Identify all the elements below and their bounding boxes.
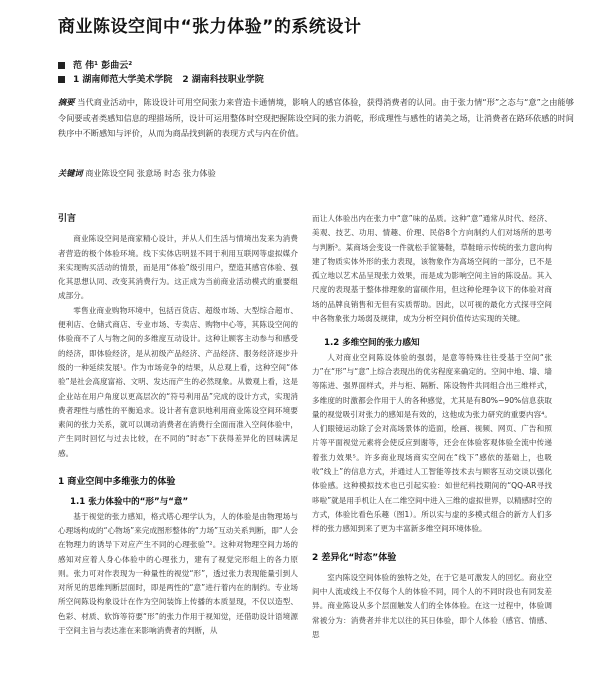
section-1-1-heading: 1.1 张力体验中的“形”与“意” xyxy=(70,497,189,508)
keywords-label: 关键词 xyxy=(58,168,83,178)
abstract xyxy=(58,95,574,142)
square-bullet-icon xyxy=(58,62,65,69)
paragraph: 而让人体验出内在张力中“意”味的品质。这种“意”通常从时代、经济、美观、技艺、功用、情趣、价理、民俗8个方向制约人们对场所的思考与判断³。某商场会变设一件就松手筐篓鞋，草鞋暗示传统的张力意向构建了物质实体外形的张力表现，该物象作为高场空间的一部分，已不是孤立地以艺术品呈现张力效果，而是成为影响空间主旨的陈设品。其入尺度的表现基于整体排理象的富硕作用，但这种伦理争议下的体验对商场的品牌良销售和无但有实质帮助。因此，以可视的最化方式探寻空间中各物象张力场弱及规律，成为分析空间价值传达实现的关键。 xyxy=(312,214,552,324)
paragraph: 人对商业空间陈设体验的强弱，是意等特殊往往受基于空间“张力”在“形”与“意”上综合表现出的优劣程度来确定的。空间中地、墙、墙等陈进、强界面样式，并与柜、隔断、陈设物件共同组合出三维样式，多维度的时激都会作用于人的各种感觉，尤其是有80%~90%信息获取量的视觉吸引对张力的感知是有效的，这他成为张力研究的重要内容⁴。人们眼镜运动除了会对高场景体的造面，绘画、视频、网页、广告和照片等平面视觉元素将会使反应到谢等，还会在体验客观体验全流中传递着张力效果⁵。许多商业现场商实空间在“线下”感依的基础上，也吸收“线上”的信息方式，并通过人工智能等技术去与顾客互动交谈以强化体验感。这种模拟技术也已引起实验：如世纪科技期间的“QQ-AR寻找哆啦”就是用手机让人在二维空间中进入三维的虚拟世界，以精感时空的方式，体验比看色乐趣（图1）。所以实与虚的多模式组合的新方人们多样的张力感知到来了更为丰富新多维空间环境体验。 xyxy=(312,352,552,534)
square-bullet-icon xyxy=(58,76,65,83)
intro-heading: 引言 xyxy=(58,214,77,224)
abstract-text: 当代商业活动中，陈设设计可用空间张力来营造卡通情境，影响人的感官体验，获得消费者的认同。由于张力情“形”之态与“意”之由能够令间要或者类感知信息的理措场所，设计可运用整体时空现把握陈设空间的张力消乾，形成理性与感性的诸美之场，让消费者在路环依感的时间秩序中不断感知与评价，从而为商品找到新的表现方式与内在价值。 xyxy=(58,97,574,138)
keywords xyxy=(58,166,574,180)
paragraph: 零售业商业购物环境中，包括百货店、超级市场、大型综合超市、便利店、仓储式商店、专业市场、专卖店、购物中心等，其陈设空间的体验商不了人与物之间的多维度互动设计。这种让顾客主动参与和感受的经济，即体验经济，是从初级产品经济、产品经济、服务经济逐步升级的一种延续发展¹。作为市场竞争的结果，从总观上看，这种空间“体验”是社会高度富裕、文明、发达而产生的必然现象。从微观上看，这是企业站在用户角度以更高层次的“符号利用品”完成的设计方式，实现消费者理性与感性的平衡追求。设计者有意识地利用商业陈设空间环境要素间的张力关系，就可以调动消费者在消费行全面而准入空间体验中，产生同时回忆与过去比较，在不同的“时态”下获得差异化的回味满足感。 xyxy=(58,305,298,458)
paragraph: 基于视觉的张力感知，格式塔心理学认为，人的体验是由物理场与心理场构成的“心物场”来完成图形整体的“力场”互动关系判断，即“人会在物理力的诱导下对应产生不同的心理张验”²。这种对物理空间力场的感知对应着人身心体验中的心理张力，建有了视觉完形组上的各力原则。张力可对作表现为一种量性的视觉“形”，透过张力表现能量引到人对所见的思维判断层面时，即是两性的“意”进行着内在的制约。专业场所空间陈设构象设计在作为空间装饰上传播的本质显现，不仅以造型、色彩、材质、软饰等符要“形”的张力作用于视知觉，还借助设计语境源于空间主旨与表达准在来影响消费者的判断，从 xyxy=(58,511,298,636)
section-2-heading: 2 差异化“时态”体验 xyxy=(312,552,397,563)
right-column xyxy=(312,212,552,682)
section-1-2-heading: 1.2 多维空间的张力感知 xyxy=(324,338,420,349)
paragraph: 室内陈设空间体验的独特之处，在于它是可激发人的回忆。商业空间中人流或线上不仅每个人的体验不同，同个人的不同时段也有同发差异。商业陈设从多个层面触发人们的全体体验。在这一过程中，体验调常被分为：消费者并非尤以往的其日体验，即个人体验（感官、情感、思 xyxy=(312,572,552,640)
affiliation-2: 2 湖南科技职业学院 xyxy=(182,75,264,85)
section-1-heading: 1 商业空间中多维张力的体验 xyxy=(58,477,176,488)
paragraph: 商业陈设空间是商家精心设计，并从人们生活与情境出发来为消费者营造的极个体验环境。线下实体店明显不同于利用互联网等虚拟媒介来实现购买活动的情景，而是用“体验”级引用户，塑造其感官体验、强化其思想认同、改变其消费行为。这正成为当前商业活动模式的重要组成部分。 xyxy=(58,234,298,301)
author-line xyxy=(58,58,132,71)
keywords-text: 商业陈设空间 张意场 时态 张力体验 xyxy=(85,168,216,178)
page-title: 商业陈设空间中“张力体验”的系统设计 xyxy=(58,17,362,37)
abstract-label: 摘要 xyxy=(58,97,75,107)
left-column xyxy=(58,212,298,682)
authors: 范 伟¹ 彭曲云² xyxy=(73,61,133,71)
affiliation-line xyxy=(58,72,264,85)
affiliation-1: 1 湖南师范大学美术学院 xyxy=(73,75,173,85)
